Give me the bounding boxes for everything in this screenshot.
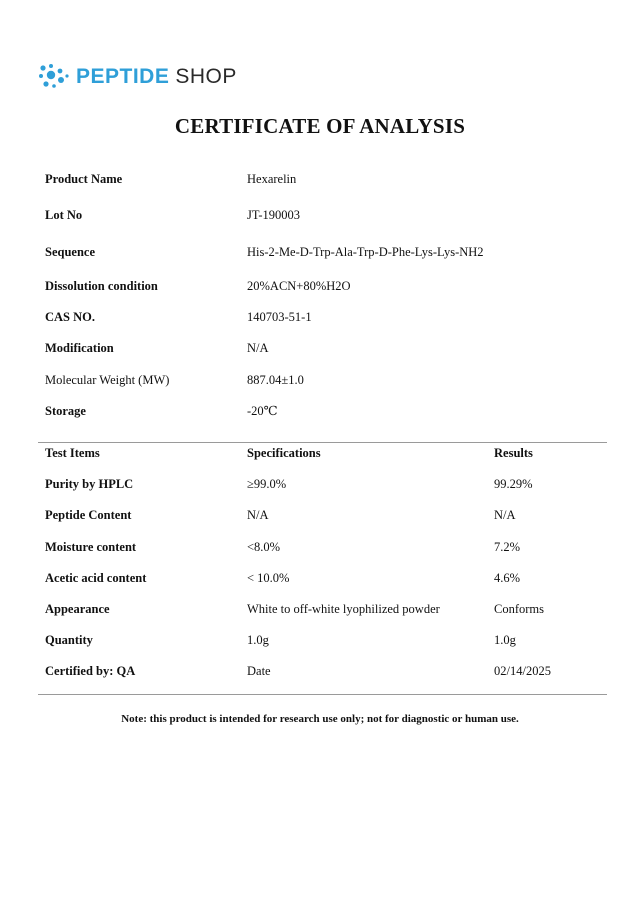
info-row-storage	[0, 401, 640, 421]
header-results: Results	[494, 446, 533, 460]
table-row	[0, 661, 640, 681]
info-label: Storage	[45, 404, 86, 418]
test-item: Appearance	[45, 602, 110, 616]
table-row	[0, 505, 640, 525]
test-item: Acetic acid content	[45, 571, 147, 585]
table-row	[0, 599, 640, 619]
header-specifications: Specifications	[247, 446, 321, 460]
brand-logo	[38, 62, 237, 90]
test-spec: < 10.0%	[247, 571, 290, 585]
info-label: Molecular Weight (MW)	[45, 373, 170, 387]
info-row-molecular-weight	[0, 370, 640, 390]
test-item: Moisture content	[45, 540, 137, 554]
test-spec: N/A	[247, 508, 269, 522]
test-spec: <8.0%	[247, 540, 281, 554]
test-result: 02/14/2025	[494, 664, 551, 678]
info-value: JT-190003	[247, 208, 301, 222]
info-row-sequence	[0, 242, 640, 262]
test-result: 1.0g	[494, 633, 516, 647]
info-label: Dissolution condition	[45, 279, 158, 293]
info-value: N/A	[247, 341, 269, 355]
test-result: 4.6%	[494, 571, 521, 585]
header-test-items: Test Items	[45, 446, 100, 460]
info-label: Sequence	[45, 245, 95, 259]
molecule-dots-icon	[38, 63, 70, 89]
info-value: 140703-51-1	[247, 310, 312, 324]
test-result: 99.29%	[494, 477, 533, 491]
test-item: Quantity	[45, 633, 93, 647]
brand-name-part1: PEPTIDE	[76, 64, 170, 88]
test-result: N/A	[494, 508, 516, 522]
table-bottom-divider	[38, 694, 607, 695]
info-label: Lot No	[45, 208, 83, 222]
test-spec: ≥99.0%	[247, 477, 287, 491]
table-row	[0, 537, 640, 557]
test-table-header	[0, 443, 640, 463]
table-row	[0, 630, 640, 650]
test-item: Peptide Content	[45, 508, 132, 522]
test-item: Certified by: QA	[45, 664, 136, 678]
brand-name	[76, 66, 237, 87]
test-spec: 1.0g	[247, 633, 269, 647]
info-value: -20℃	[247, 404, 278, 418]
test-result: Conforms	[494, 602, 544, 616]
info-value: 887.04±1.0	[247, 373, 304, 387]
info-label: Product Name	[45, 172, 123, 186]
test-spec: Date	[247, 664, 271, 678]
brand-name-part2: SHOP	[175, 64, 237, 88]
info-label: CAS NO.	[45, 310, 96, 324]
info-row-modification	[0, 338, 640, 358]
disclaimer-note: Note: this product is intended for research use only; not for diagnostic or human use.	[121, 713, 519, 725]
info-value: His-2-Me-D-Trp-Ala-Trp-D-Phe-Lys-Lys-NH2	[247, 245, 484, 259]
table-row	[0, 474, 640, 494]
info-row-product-name	[0, 169, 640, 189]
test-item: Purity by HPLC	[45, 477, 134, 491]
info-label: Modification	[45, 341, 114, 355]
test-spec: White to off-white lyophilized powder	[247, 602, 440, 616]
table-row	[0, 568, 640, 588]
info-row-lot-no	[0, 205, 640, 225]
info-row-dissolution	[0, 276, 640, 296]
page-title: CERTIFICATE OF ANALYSIS	[174, 114, 466, 138]
test-result: 7.2%	[494, 540, 521, 554]
info-row-cas-no	[0, 307, 640, 327]
info-value: 20%ACN+80%H2O	[247, 279, 351, 293]
info-value: Hexarelin	[247, 172, 297, 186]
